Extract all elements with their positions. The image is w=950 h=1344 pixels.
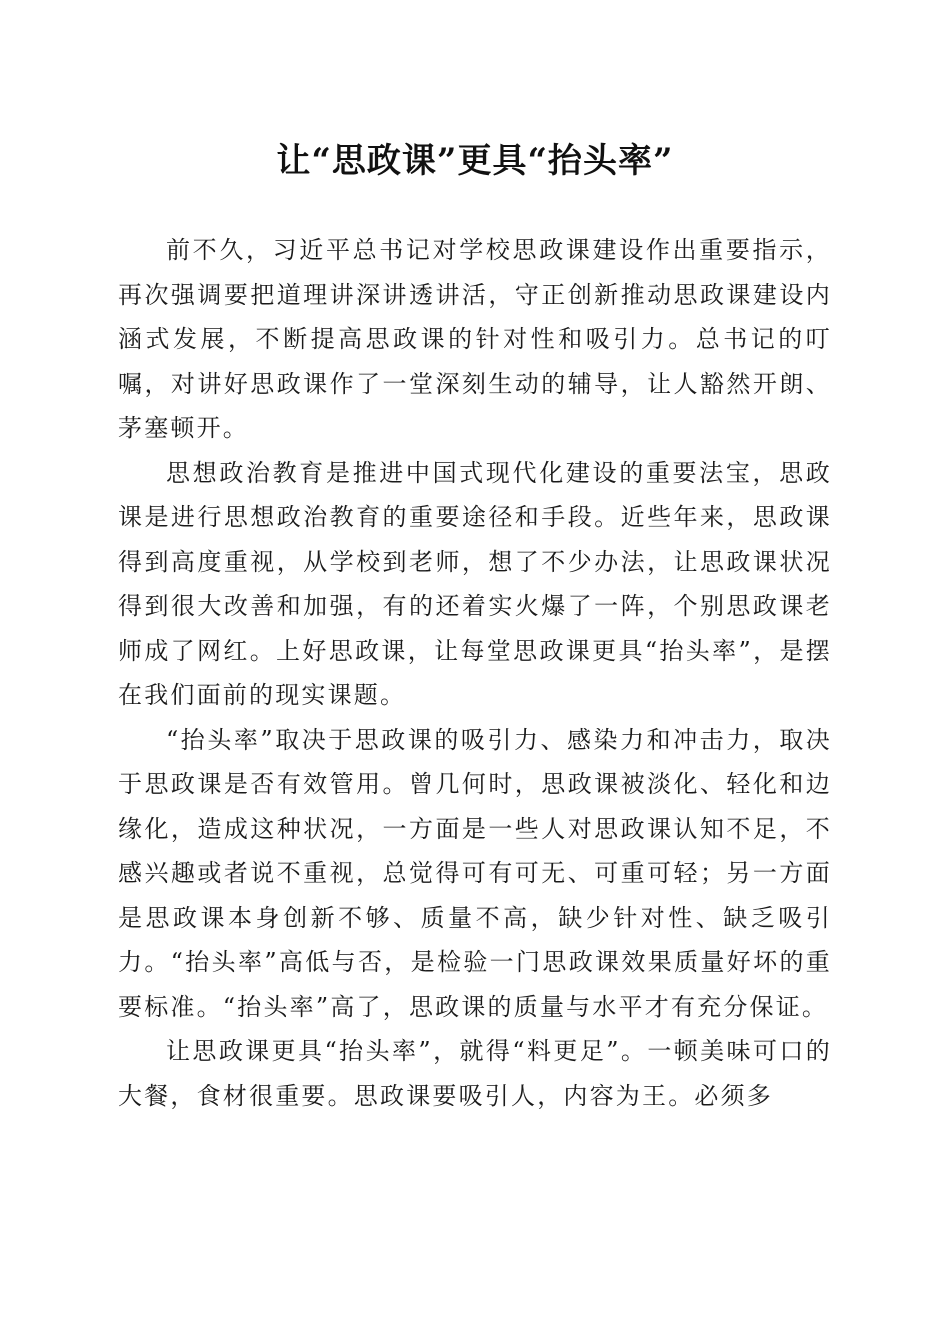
- paragraph-3: “抬头率”取决于思政课的吸引力、感染力和冲击力，取决于思政课是否有效管用。曾几何时，思政课被淡化、轻化和边缘化，造成这种状况，一方面是一些人对思政课认知不足，不感兴趣或者说不重视，总觉得可有可无、可重可轻；另一方面是思政课本身创新不够、质量不高，缺少针对性、缺乏吸引力。“抬头率”高低与否，是检验一门思政课效果质量好坏的重要标准。“抬头率”高了，思政课的质量与水平才有充分保证。: [118, 725, 832, 1021]
- paragraph-2: 思想政治教育是推进中国式现代化建设的重要法宝，思政课是进行思想政治教育的重要途径和手段。近些年来，思政课得到高度重视，从学校到老师，想了不少办法，让思政课状况得到很大改善和加强，有的还着实火爆了一阵，个别思政课老师成了网红。上好思政课，让每堂思政课更具“抬头率”，是摆在我们面前的现实课题。: [118, 458, 832, 709]
- paragraph-1: 前不久，习近平总书记对学校思政课建设作出重要指示，再次强调要把道理讲深讲透讲活，守正创新推动思政课建设内涵式发展，不断提高思政课的针对性和吸引力。总书记的叮嘱，对讲好思政课作了一堂深刻生动的辅导，让人豁然开朗、茅塞顿开。: [118, 236, 832, 442]
- document-body: [118, 228, 832, 1118]
- paragraph-4: 让思政课更具“抬头率”，就得“料更足”。一顿美味可口的大餐，食材很重要。思政课要吸引人，内容为王。必须多: [118, 1037, 832, 1110]
- document-title: 让“思政课”更具“抬头率”: [276, 141, 674, 181]
